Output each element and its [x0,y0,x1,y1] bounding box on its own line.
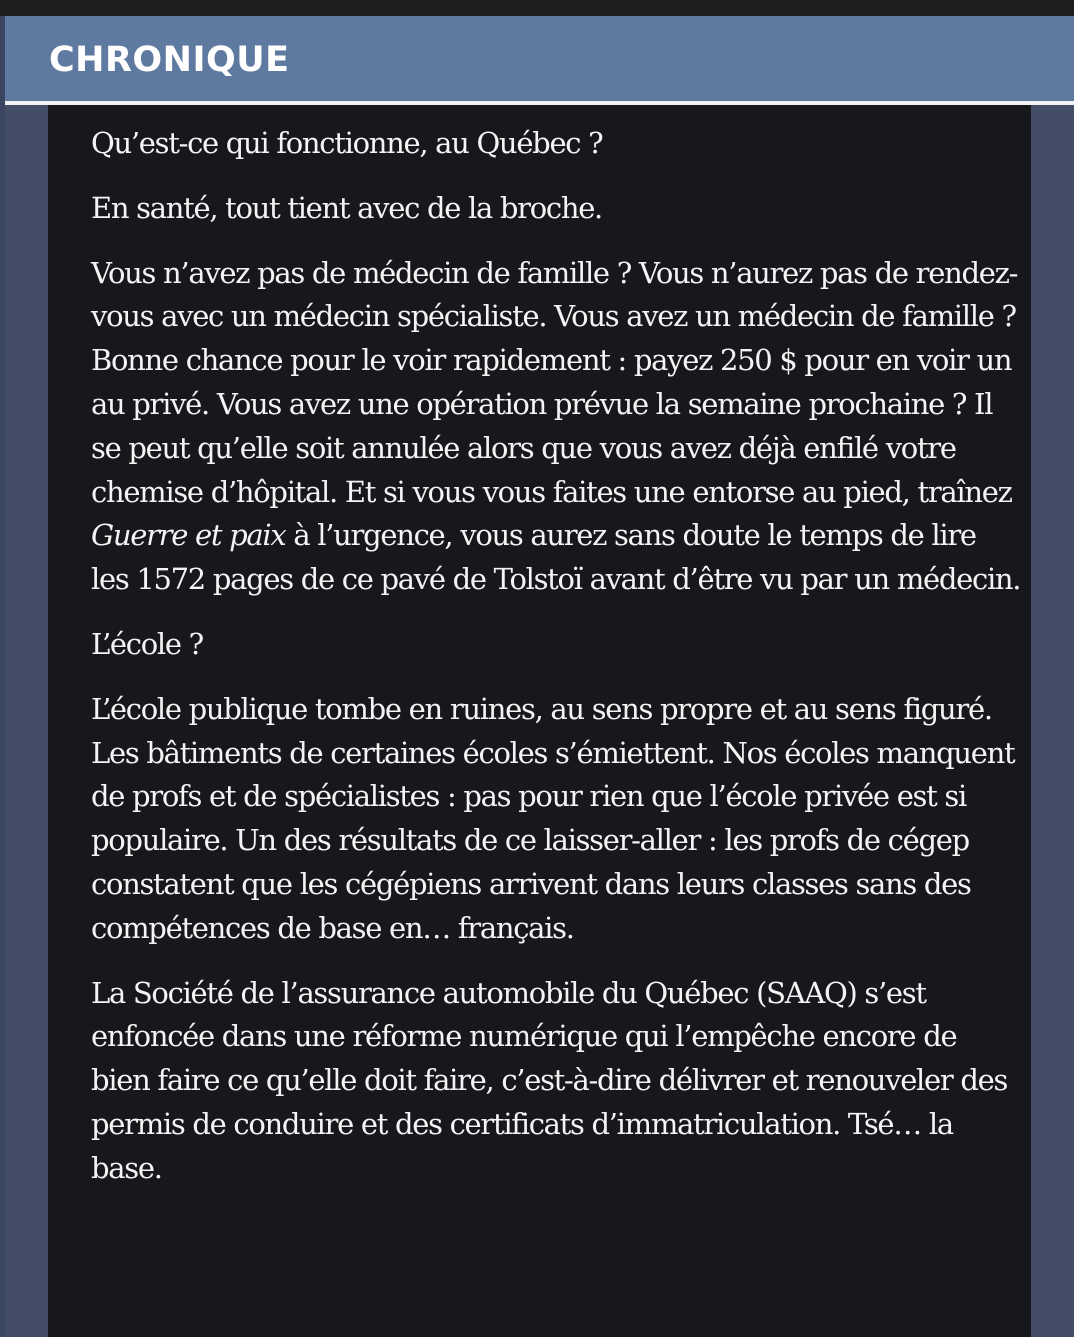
paragraph-health-intro: En santé, tout tient avec de la broche. [91,190,602,225]
paragraph-health-part1: Vous n’avez pas de médecin de famille ? Vous n’aurez pas de rendez-vous avec un médecin spécialiste. Vous avez un médecin de famille ? Bonne chance pour le voir rapidement : payez 250 $ pour en voir un au privé. Vous avez une opération prévue la semaine prochaine ? Il se peut qu’elle soit annulée alors que vous avez déjà enfilé votre chemise d’hôpital. Et si vous vous faites une entorse au pied, traînez [91,255,1018,509]
right-margin [1031,105,1074,1337]
paragraph-school: L’école publique tombe en ruines, au sens propre et au sens figuré. Les bâtiments de certaines écoles s’émiettent. Nos écoles manquent de profs et de spécialistes : pas pour rien que l’école privée est si populaire. Un des résultats de ce laisser-aller : les profs de cégep constatent que les cégépiens arrivent dans leurs classes sans des compétences de base en… français. [91,691,1015,945]
book-title: Guerre et paix [91,518,286,553]
paragraph-health [91,252,1021,602]
top-status-bar [0,0,1074,16]
paragraph-health-part2: à l’urgence, vous aurez sans doute le temps de lire les 1572 pages de ce pavé de Tolstoï avant d’être vu par un médecin. [91,518,1021,597]
section-title: CHRONIQUE [49,40,290,80]
article-body [48,105,1031,1337]
section-header [5,16,1074,101]
paragraph-school-question: L’école ? [91,626,203,661]
paragraph-question: Qu’est-ce qui fonctionne, au Québec ? [91,126,603,160]
left-margin [5,105,48,1337]
paragraph-saaq: La Société de l’assurance automobile du Québec (SAAQ) s’est enfoncée dans une réforme numérique qui l’empêche encore de bien faire ce qu’elle doit faire, c’est-à-dire délivrer et renouveler des permis de conduire et des certificats d’immatriculation. Tsé… la base. [91,975,1008,1185]
article-text [91,122,1021,1212]
